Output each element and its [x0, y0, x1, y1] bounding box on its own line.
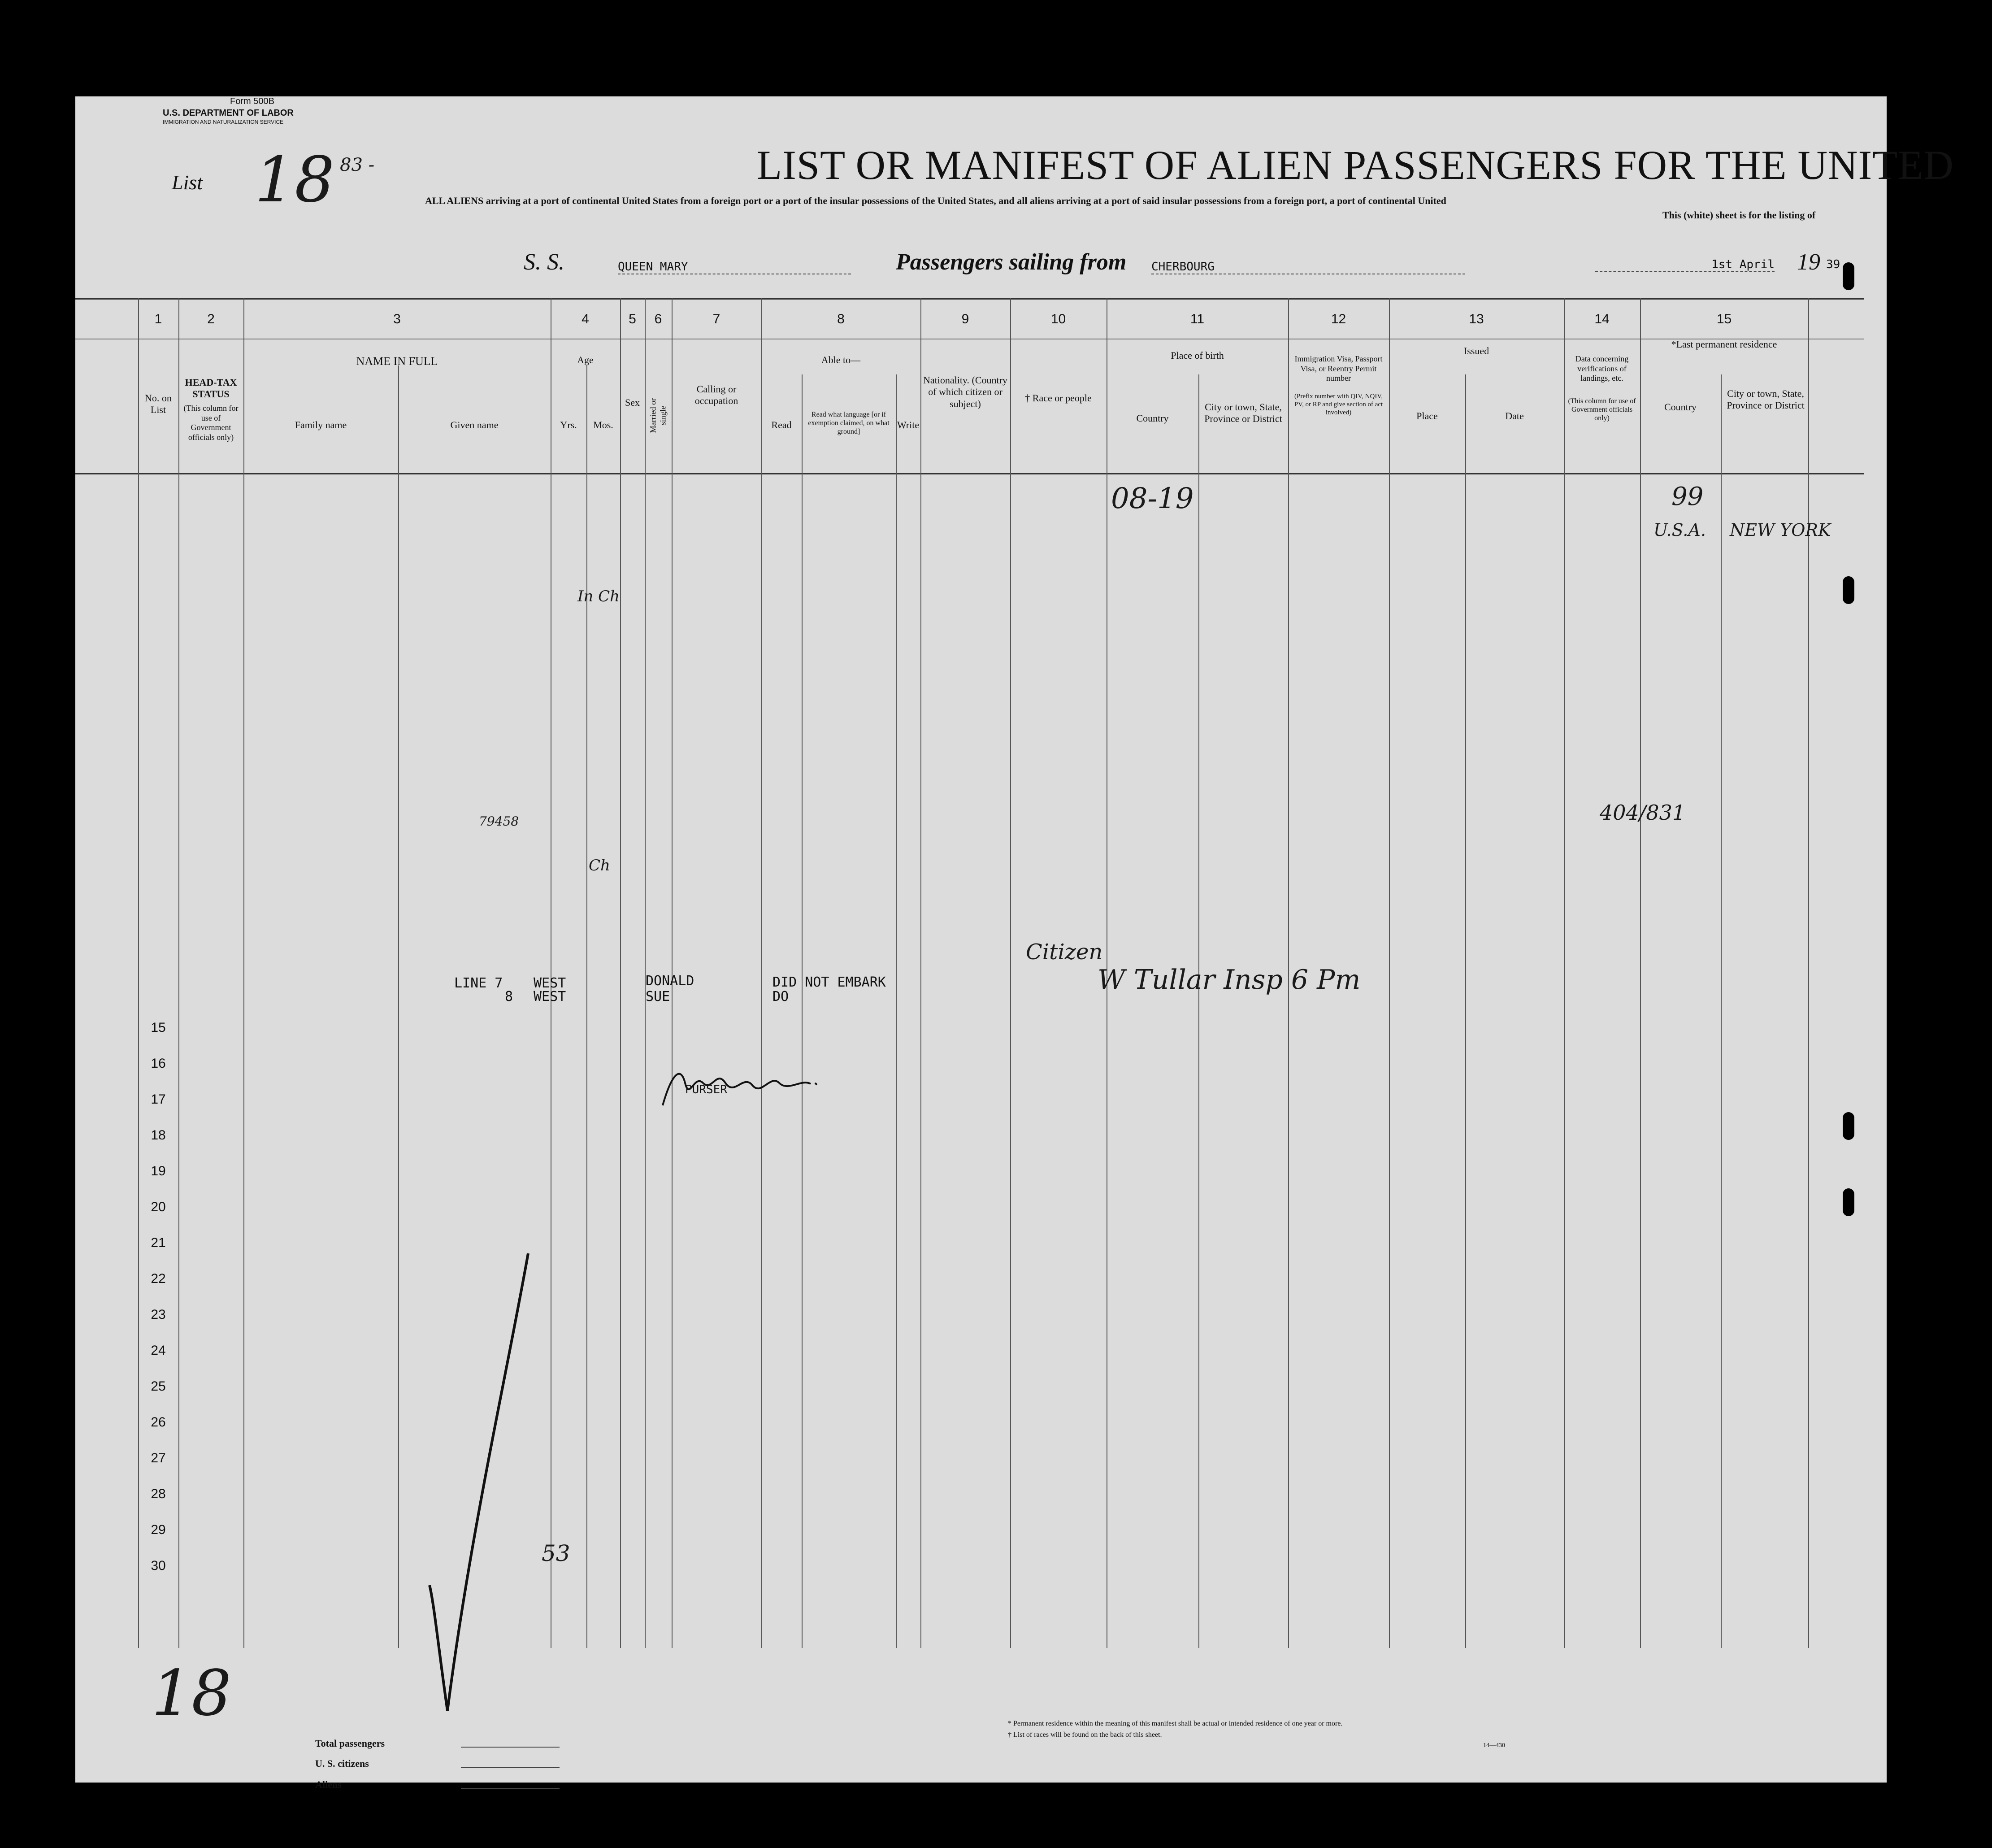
hdr-family-name: Family name — [295, 419, 347, 430]
hdr-nationality: Nationality. (Country of which citizen or subject) — [923, 374, 1007, 409]
elim-do: DO — [772, 989, 789, 1004]
sailing-date: 1st April — [1595, 258, 1775, 272]
line-number: 17 — [151, 1092, 166, 1107]
departure-port: CHERBOURG — [1151, 260, 1465, 274]
hand-new-york: NEW YORK — [1730, 520, 1831, 540]
col-rule — [802, 374, 803, 1648]
col-rule — [1721, 374, 1722, 1648]
subtitle: ALL ALIENS arriving at a port of continental United States from a foreign port or a port of the insular possessions of the United States, and all aliens arriving at a port of said insular possessions from a foreign port, a port of continental United — [425, 195, 1446, 206]
colnum-10: 10 — [1050, 312, 1066, 326]
punch-hole — [1843, 1112, 1854, 1140]
hdr-issued: Issued — [1463, 345, 1489, 357]
page-title: LIST OR MANIFEST OF ALIEN PASSENGERS FOR THE UNITED — [757, 142, 1954, 188]
line-number: 21 — [151, 1235, 166, 1250]
col-rule — [1564, 298, 1565, 1648]
hdr-res-country: Country — [1664, 401, 1697, 413]
footer-us-citizens: U. S. citizens — [315, 1758, 369, 1769]
table-top-rule — [75, 298, 1864, 300]
hand-page-53: 53 — [542, 1540, 570, 1566]
hand-margin-18: 18 — [152, 1657, 232, 1730]
footer-total-passengers: Total passengers — [315, 1738, 385, 1749]
colnum-2: 2 — [207, 312, 215, 326]
list-extra: 83 - — [340, 155, 375, 175]
footnote-races: † List of races will be found on the back of this sheet. — [1008, 1731, 1162, 1739]
form-number: Form 500B — [230, 96, 274, 106]
hdr-calling: Calling or occupation — [694, 383, 738, 407]
hdr-read-language: Read what language [or if exemption claimed, on what ground] — [808, 411, 890, 436]
colnum-5: 5 — [629, 312, 636, 326]
col-rule — [1640, 298, 1641, 1648]
hdr-issued-date: Date — [1505, 410, 1524, 422]
line-number: 23 — [151, 1307, 166, 1322]
hdr-verification-note: (This column for use of Government officials only) — [1568, 397, 1636, 422]
col-rule — [896, 374, 897, 1648]
colnum-4: 4 — [582, 312, 589, 326]
col-rule — [761, 298, 762, 1648]
hand-inspector-note: W Tullar Insp 6 Pm — [1098, 964, 1361, 996]
list-number: 18 — [255, 143, 335, 217]
elim-line-8: 8 — [505, 989, 513, 1004]
hdr-head-tax-note: (This column for use of Government officials only) — [183, 404, 239, 442]
subtitle-2: This (white) sheet is for the listing of — [1662, 209, 1816, 221]
footnote-residence: * Permanent residence within the meaning of this manifest shall be actual or intended residence of one year or more. — [1008, 1720, 1343, 1727]
line-number: 30 — [151, 1558, 166, 1573]
colnum-15: 15 — [1716, 312, 1732, 326]
line-number: 15 — [151, 1020, 166, 1035]
col-rule — [1808, 298, 1809, 1648]
col-rule — [920, 298, 921, 1648]
hdr-issued-place: Place — [1416, 410, 1438, 422]
footer-aliens-line — [461, 1788, 560, 1789]
line-number: 28 — [151, 1487, 166, 1501]
col-rule — [1465, 374, 1466, 1648]
hdr-no-on-list: No. on List — [145, 392, 172, 416]
footer-citizens-line — [461, 1767, 560, 1768]
elim-west-2: WEST — [534, 989, 566, 1004]
hdr-given-name: Given name — [450, 419, 499, 430]
colnum-7: 7 — [712, 312, 720, 326]
col-rule — [1389, 298, 1390, 1648]
line-number: 16 — [151, 1056, 166, 1071]
line-number: 22 — [151, 1271, 166, 1286]
line-number: 18 — [151, 1128, 166, 1143]
punch-hole — [1843, 262, 1854, 290]
hdr-write: Write — [897, 419, 920, 430]
hdr-verification: Data concerning verifications of landings, etc. — [1575, 354, 1629, 383]
elim-west-1: WEST — [534, 975, 566, 991]
ss-label: S. S. — [524, 249, 564, 275]
hand-in-ch: In Ch — [577, 587, 620, 605]
elim-sue: SUE — [646, 989, 670, 1004]
hdr-last-residence: *Last permanent residence — [1671, 339, 1777, 350]
hand-99: 99 — [1671, 482, 1704, 511]
hand-citizen: Citizen — [1026, 939, 1103, 965]
col-rule — [243, 298, 244, 1648]
hdr-able-to: Able to— — [821, 354, 861, 365]
line-number: 27 — [151, 1451, 166, 1465]
col-rule — [1198, 374, 1199, 1648]
purser-signature — [654, 1056, 923, 1137]
col-rule — [1010, 298, 1011, 1648]
ship-name: QUEEN MARY — [618, 260, 851, 274]
line-number: 29 — [151, 1522, 166, 1537]
colnum-3: 3 — [393, 312, 401, 326]
hand-ch: Ch — [589, 857, 610, 874]
colnum-11: 11 — [1190, 312, 1205, 326]
hdr-name-in-full: NAME IN FULL — [356, 355, 438, 368]
punch-hole — [1843, 576, 1854, 604]
colnum-6: 6 — [654, 312, 662, 326]
col-rule — [586, 365, 587, 1648]
sailing-label: Passengers sailing from — [896, 249, 1127, 275]
hand-usa: U.S.A. — [1653, 520, 1706, 540]
manifest-sheet — [75, 96, 1954, 1790]
department: U.S. DEPARTMENT OF LABOR — [163, 108, 294, 118]
footer-aliens: Aliens — [315, 1779, 342, 1790]
colnum-13: 13 — [1469, 312, 1484, 326]
hdr-age: Age — [577, 354, 594, 365]
elim-did-not-embark: DID NOT EMBARK — [772, 974, 886, 990]
list-label: List — [172, 171, 203, 194]
diagonal-check-mark — [398, 1244, 542, 1729]
line-number: 24 — [151, 1343, 166, 1358]
hand-birth-note: 08-19 — [1111, 482, 1194, 515]
footer-code: 14—430 — [1483, 1742, 1505, 1749]
hdr-married: Married or single — [648, 398, 667, 433]
elim-line-7: LINE 7 — [454, 975, 503, 991]
colnum-1: 1 — [154, 312, 162, 326]
line-number: 19 — [151, 1164, 166, 1178]
colnum-12: 12 — [1331, 312, 1346, 326]
line-number: 20 — [151, 1200, 166, 1214]
hdr-read: Read — [771, 419, 792, 430]
hdr-mos: Mos. — [593, 419, 613, 430]
colnum-14: 14 — [1594, 312, 1610, 326]
hdr-visa-note: (Prefix number with QIV, NQIV, PV, or RP and give section of act involved) — [1294, 393, 1383, 416]
purser-label: PURSER — [685, 1083, 727, 1096]
hdr-visa: Immigration Visa, Passport Visa, or Reentry Permit number — [1294, 354, 1383, 383]
hdr-birth-city: City or town, State, Province or District — [1204, 401, 1282, 425]
year-prefix: 19 — [1797, 249, 1820, 275]
colnum-8: 8 — [837, 312, 845, 326]
hand-verification-number: 404/831 — [1600, 800, 1686, 825]
header-bottom-rule — [75, 473, 1864, 474]
hdr-sex: Sex — [625, 397, 640, 408]
hdr-res-city: City or town, State, Province or District — [1727, 388, 1805, 411]
year-suffix: 39 — [1826, 258, 1840, 271]
punch-hole — [1843, 1188, 1854, 1216]
col-rule — [620, 298, 621, 1648]
hand-gray-number: 79458 — [479, 814, 519, 829]
service: IMMIGRATION AND NATURALIZATION SERVICE — [163, 119, 284, 125]
col-rule — [138, 298, 139, 1648]
hdr-head-tax: HEAD-TAX STATUS — [185, 377, 237, 400]
colnum-9: 9 — [961, 312, 969, 326]
hdr-yrs: Yrs. — [560, 419, 577, 430]
footer-total-line — [461, 1747, 560, 1748]
col-rule — [178, 298, 179, 1648]
line-number: 26 — [151, 1415, 166, 1430]
hdr-race: † Race or people — [1025, 392, 1092, 404]
line-number: 25 — [151, 1379, 166, 1394]
elim-donald: DONALD — [646, 973, 694, 989]
hdr-place-of-birth: Place of birth — [1171, 350, 1224, 361]
hdr-birth-country: Country — [1136, 413, 1169, 424]
